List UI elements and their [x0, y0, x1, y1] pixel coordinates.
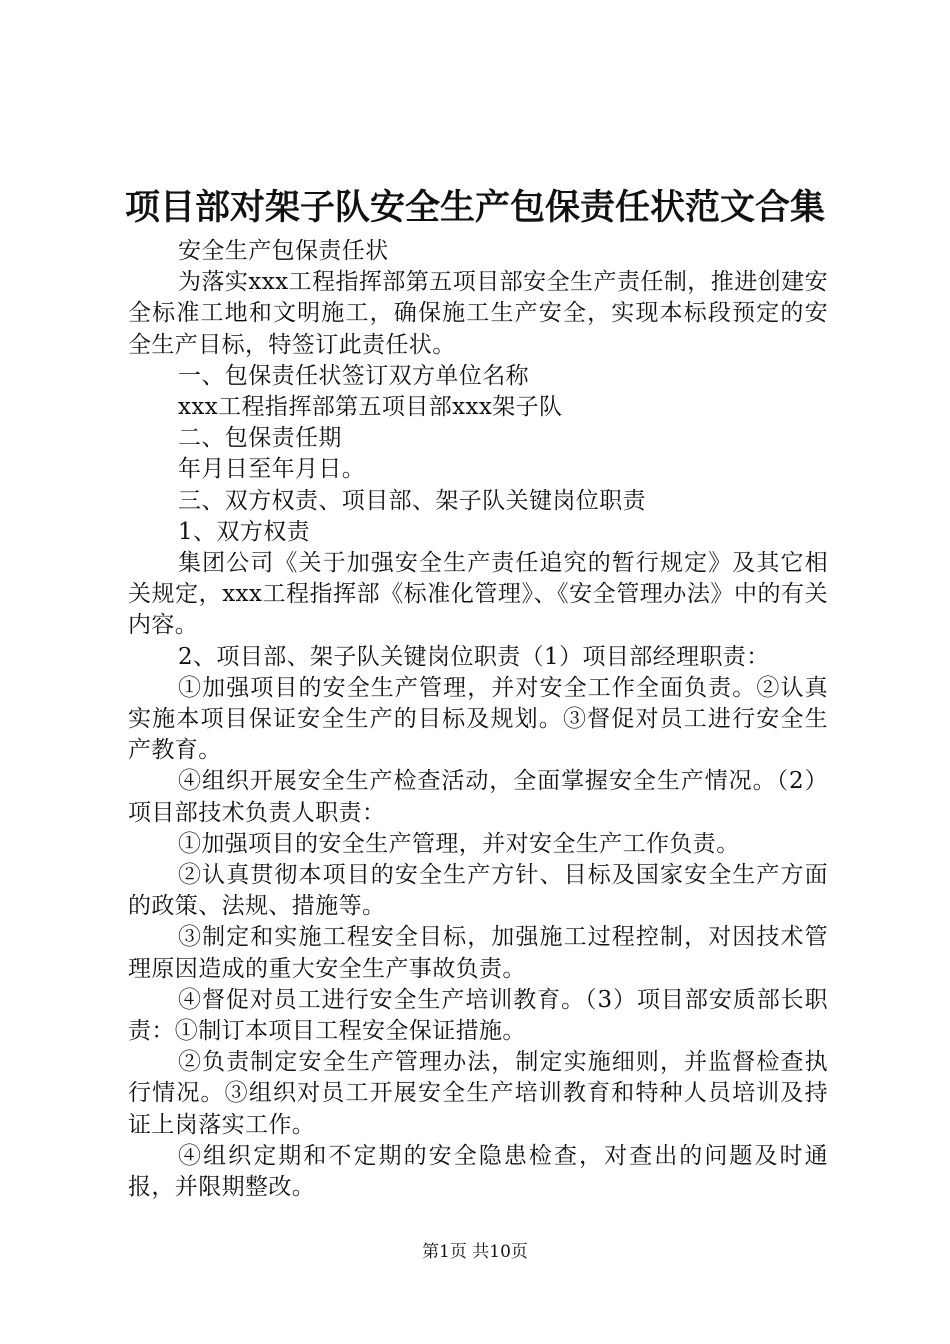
paragraph: ①加强项目的安全生产管理，并对安全工作全面负责。②认真实施本项目保证安全生产的目标及规划。③督促对员工进行安全生产教育。	[128, 674, 828, 764]
paragraph: ④督促对员工进行安全生产培训教育。（3）项目部安质部长职责：①制订本项目工程安全保证措施。	[128, 986, 828, 1045]
paragraph: 安全生产包保责任状	[178, 238, 389, 264]
paragraph: xxx工程指挥部第五项目部xxx架子队	[178, 394, 563, 421]
paragraph: ④组织开展安全生产检查活动，全面掌握安全生产情况。（2）项目部技术负责人职责：	[128, 768, 828, 826]
paragraph: 集团公司《关于加强安全生产责任追究的暂行规定》及其它相关规定，xxx工程指挥部《标准化管理》、《安全管理办法》中的有关内容。	[128, 550, 828, 639]
paragraph: 为落实xxx工程指挥部第五项目部安全生产责任制，推进创建安全标准工地和文明施工，确保施工生产安全，实现本标段预定的安全生产目标，特签订此责任状。	[128, 269, 828, 358]
paragraph: ③制定和实施工程安全目标，加强施工过程控制，对因技术管理原因造成的重大安全生产事故负责。	[128, 924, 828, 982]
document-body	[128, 236, 828, 1203]
paragraph: 1、双方权责	[178, 518, 311, 545]
paragraph: 年月日至年月日。	[178, 456, 366, 483]
paragraph: 2、项目部、架子队关键岗位职责（1）项目部经理职责：	[178, 643, 770, 670]
paragraph: ②认真贯彻本项目的安全生产方针、目标及国家安全生产方面的政策、法规、措施等。	[128, 862, 828, 920]
page-footer: 第1页 共10页	[422, 1242, 528, 1262]
paragraph: ④组织定期和不定期的安全隐患检查，对查出的问题及时通报，并限期整改。	[128, 1142, 828, 1201]
paragraph: ①加强项目的安全生产管理，并对安全生产工作负责。	[178, 830, 740, 857]
document-title: 项目部对架子队安全生产包保责任状范文合集	[124, 188, 825, 228]
paragraph: ②负责制定安全生产管理办法，制定实施细则，并监督检查执行情况。③组织对员工开展安全生产培训教育和特种人员培训及持证上岗落实工作。	[128, 1049, 828, 1138]
paragraph: 二、包保责任期	[178, 425, 342, 452]
paragraph: 三、双方权责、项目部、架子队关键岗位职责	[178, 487, 646, 514]
paragraph: 一、包保责任状签订双方单位名称	[178, 362, 529, 389]
